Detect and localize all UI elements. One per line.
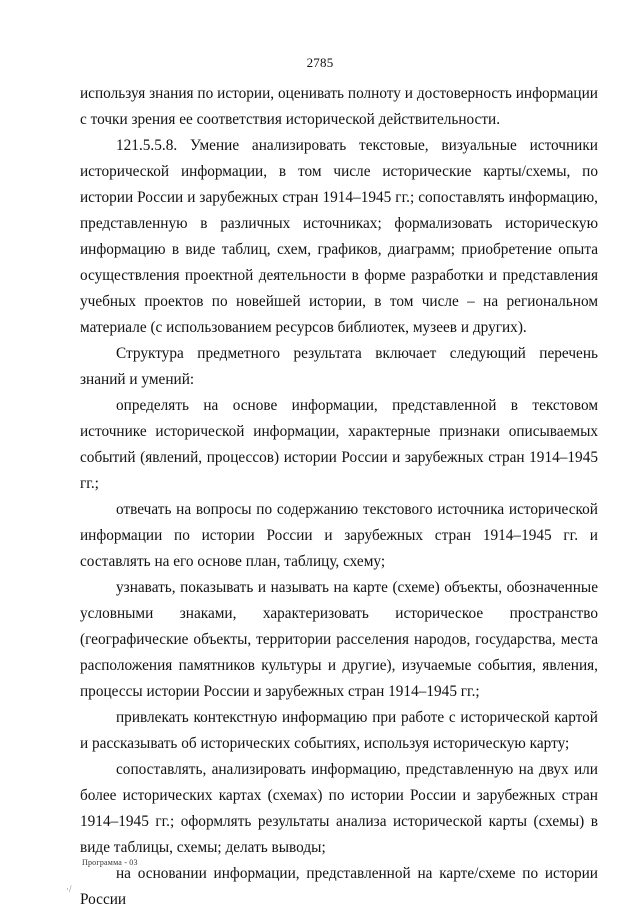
paragraph-continuation: используя знания по истории, оценивать полноту и достоверность информации с точки зрения ее соответствия исторической действительности. xyxy=(80,85,598,128)
footer-program-label: Программа - 03 xyxy=(82,858,138,867)
page-number: 2785 xyxy=(306,55,334,70)
paragraph-skill-determine: определять на основе информации, представленной в текстовом источнике исторической информации, характерные признаки описываемых событий (явлений, процессов) истории России и зарубежных стран 1914–1945 гг.; xyxy=(80,397,598,492)
paragraph-skill-compare: сопоставлять, анализировать информацию, представленную на двух или более исторических картах (схемах) по истории России и зарубежных стран 1914–1945 гг.; оформлять результаты анализа исторической карты (схемы) в виде таблицы, схемы; делать выводы; xyxy=(80,761,598,856)
paragraph-skill-context: привлекать контекстную информацию при работе с исторической картой и рассказывать об исторических событиях, используя историческую карту; xyxy=(80,709,598,752)
paragraph-skill-answer: отвечать на вопросы по содержанию текстового источника исторической информации по истории России и зарубежных стран 1914–1945 гг. и составлять на его основе план, таблицу, схему; xyxy=(80,501,598,570)
paragraph-structure-intro: Структура предметного результата включает следующий перечень знаний и умений: xyxy=(80,345,598,388)
scan-mark: ·/ xyxy=(66,884,72,894)
body-text xyxy=(80,81,598,913)
paragraph-skill-recognize: узнавать, показывать и называть на карте (схеме) объекты, обозначенные условными знаками, характеризовать историческое пространство (географические объекты, территории расселения народов, государства, места расположения памятников культуры и другие), изучаемые события, явления, процессы истории России и зарубежных стран 1914–1945 гг.; xyxy=(80,579,598,700)
paragraph-skill-based-on-map: на основании информации, представленной на карте/схеме по истории России xyxy=(80,865,598,908)
paragraph-section-121-5-5-8: 121.5.5.8. Умение анализировать текстовые, визуальные источники исторической информации, в том числе исторические карты/схемы, по истории России и зарубежных стран 1914–1945 гг.; сопоставлять информацию, представленную в различных источниках; формализовать историческую информацию в виде таблиц, схем, графиков, диаграмм; приобретение опыта осуществления проектной деятельности в форме разработки и представления учебных проектов по новейшей истории, в том числе – на региональном материале (с использованием ресурсов библиотек, музеев и других). xyxy=(80,137,598,336)
